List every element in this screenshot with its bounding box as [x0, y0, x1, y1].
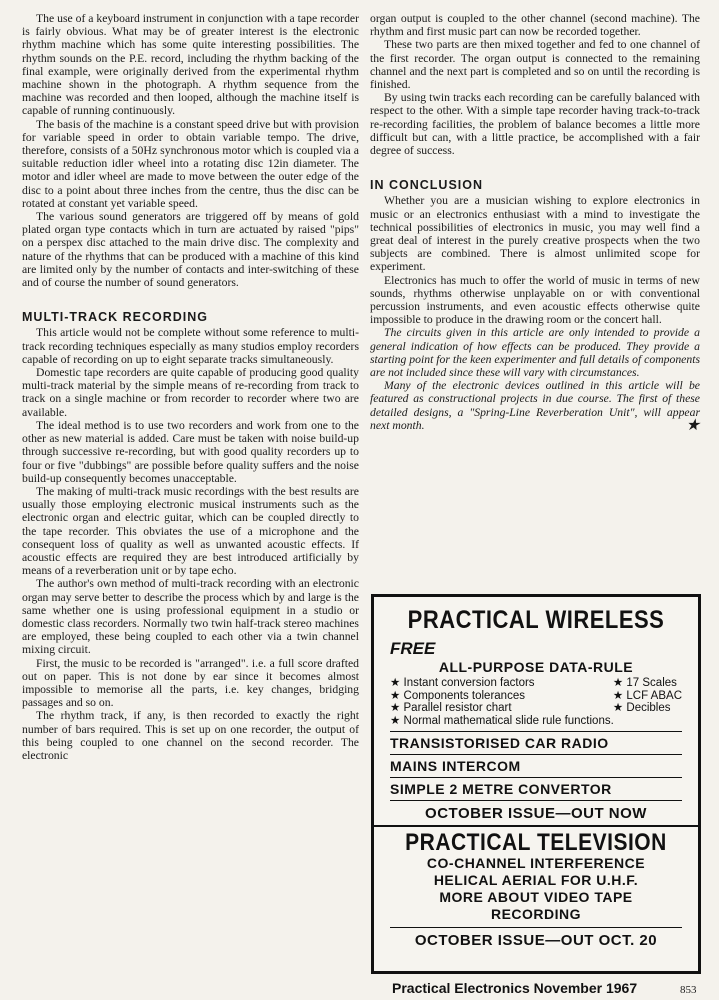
paragraph: Electronics has much to offer the world of music in terms of new sounds, rhythms otherwise unplayable on or with conventional percussion instruments, and even acoustic effects otherwise quite impossible to produce in the drawing room or the concert hall.: [370, 273, 700, 327]
feature-item: ★ 17 Scales: [613, 677, 682, 690]
paragraph: The ideal method is to use two recorders and work from one to the other as new material is added. Care must be taken with noise build-up through successive re-recording, but with good quality recorders up to four or five "dubbings" are possible before quality suffers and the noise build-up consequently becomes unacceptable.: [22, 418, 359, 485]
ad-line: TRANSISTORISED CAR RADIO: [390, 731, 682, 755]
advertisement-box: [371, 594, 701, 974]
ad-issue-date-2: OCTOBER ISSUE—OUT OCT. 20: [390, 927, 682, 949]
feature-item: ★ Components tolerances: [390, 690, 535, 703]
right-column: [370, 12, 700, 432]
paragraph: Whether you are a musician wishing to explore electronics in music or an electronics enthusiast with a mind to investigate the technical possibilities of electronics in music, you may well find a great deal of interest in the purely creative prospects when the two subjects are combined. There is almost unlimited scope for experiment.: [370, 194, 700, 274]
ad-features: [390, 677, 682, 715]
feature-item: ★ LCF ABAC: [613, 690, 682, 703]
ad-line: MAINS INTERCOM: [390, 755, 682, 778]
paragraph: Domestic tape recorders are quite capable of producing good quality multi-track material by the simple means of re-recording from track to track on a single machine or from recorder to recorder where two are available.: [22, 366, 359, 419]
paragraph: The making of multi-track music recordings with the best results are usually those employing electronic musical instruments such as the electronic organ and electric guitar, which can be coupled directly to the tape recorder. This obviates the use of a microphone and the consequent loss of quality as well as unwanted acoustic effects. If acoustic effects are required they are best introduced artificially by means of a reverberation unit or by tape echo.: [22, 484, 359, 578]
paragraph: The rhythm track, if any, is then recorded to exactly the right number of bars required. This is set up on one recorder, the output of this being coupled to one channel on the second recorder. The electronic: [22, 709, 359, 762]
ad-subtitle: ALL-PURPOSE DATA-RULE: [438, 659, 634, 675]
paragraph: The author's own method of multi-track recording with an electronic organ may serve better to describe the process which by and large is the same whether one is using professional equipment in a studio or domestic class recorders. Normally two twin half-track stereo machines are employed, these being coupled to each other via a twin channel mixing circuit.: [22, 577, 359, 657]
ad-line: SIMPLE 2 METRE CONVERTOR: [390, 778, 682, 801]
ad-title-practical-wireless: PRACTICAL WIRELESS: [407, 605, 665, 634]
feature-item: ★ Decibles: [613, 702, 682, 715]
paragraph: The basis of the machine is a constant speed drive but with provision for variable speed in order to obtain variable tempo. The drive, therefore, consists of a 50Hz synchronous motor which is coupled via a suitable reduction idler wheel into a rotating disc 12in diameter. The motor and idler wheel are made to move between the outer edge of the disc to a point about three inches from the centre, thus the disc can be rotated at constant yet variable speed.: [22, 117, 359, 210]
section-heading-multitrack: MULTI-TRACK RECORDING: [22, 310, 209, 325]
paragraph: This article would not be complete without some reference to multi-track recording techniques especially as many studios employ recorders capable of recording on up to eight separate tracks simultaneously.: [22, 326, 359, 366]
paragraph: organ output is coupled to the other channel (second machine). The rhythm and first music part can now be recorded together.: [370, 12, 700, 39]
ad-tv-line: MORE ABOUT VIDEO TAPE: [439, 889, 633, 905]
left-column: [22, 12, 359, 762]
feature-item: ★ Parallel resistor chart: [390, 702, 535, 715]
ad-divider: [374, 825, 698, 827]
feature-item: ★ Instant conversion factors: [390, 677, 535, 690]
ad-features-left: [390, 677, 535, 715]
ad-issue-date: OCTOBER ISSUE—OUT NOW: [425, 805, 647, 822]
italic-note: [370, 379, 700, 432]
italic-note: The circuits given in this article are only intended to provide a general indication of how effects can be produced. They provide a starting point for the keen experimenter and full details of components are not included since these will vary with circumstances.: [370, 326, 700, 380]
section-heading-conclusion: IN CONCLUSION: [370, 178, 483, 193]
paragraph: The use of a keyboard instrument in conjunction with a tape recorder is fairly obvious. What may be of greater interest is the electronic rhythm machine which has some quite interesting possibilities. The rhythm sounds on the P.E. record, including the rhythm backing of the final example, were originally derived from the experimental rhythm machine shown in the photograph. A rhythm sequence from the machine was recorded and then looped, although the machine itself is capable of running continuously.: [22, 12, 359, 118]
paragraph: By using twin tracks each recording can be carefully balanced with respect to the other. With a simple tape recorder having track-to-track re-recording facilities, the problem of balance becomes a little more difficult but can, with a little practice, be accomplished with a fair degree of success.: [370, 91, 700, 158]
ad-title-practical-television: PRACTICAL TELEVISION: [405, 829, 667, 856]
page-number: 853: [680, 984, 697, 996]
page-footer: Practical Electronics November 1967: [392, 980, 638, 996]
ad-tv-line: RECORDING: [490, 906, 582, 922]
italic-note-text: Many of the electronic devices outlined in this article will be featured as constructional projects in due course. The first of these detailed designs, a "Spring-Line Reverberation Unit", will appear next month.: [370, 379, 700, 432]
feature-item: ★ Normal mathematical slide rule functions.: [390, 715, 682, 728]
end-star-icon: ★: [685, 416, 700, 434]
paragraph: First, the music to be recorded is "arranged". i.e. a full score drafted out on paper. This is not done by ear since it becomes almost impossible to memorise all the parts, i.e. key changes, bridging passages and so on.: [22, 656, 359, 710]
ad-free-label: FREE: [390, 639, 436, 658]
paragraph: The various sound generators are triggered off by means of gold plated organ type contacts which in turn are actuated by raised "pips" on a perspex disc attached to the main drive disc. The complexity and nature of the rhythms that can be produced with a machine of this kind are limited only by the number of contacts and inter-switching of these and of course the number of sound generators.: [22, 210, 359, 290]
ad-features-right: [613, 677, 682, 715]
paragraph: These two parts are then mixed together and fed to one channel of the first recorder. The organ output is connected to the remaining channel and the next part is completed and so on until the recording is finished.: [370, 38, 700, 92]
ad-tv-line: HELICAL AERIAL FOR U.H.F.: [433, 872, 639, 888]
ad-tv-line: CO-CHANNEL INTERFERENCE: [426, 855, 646, 871]
